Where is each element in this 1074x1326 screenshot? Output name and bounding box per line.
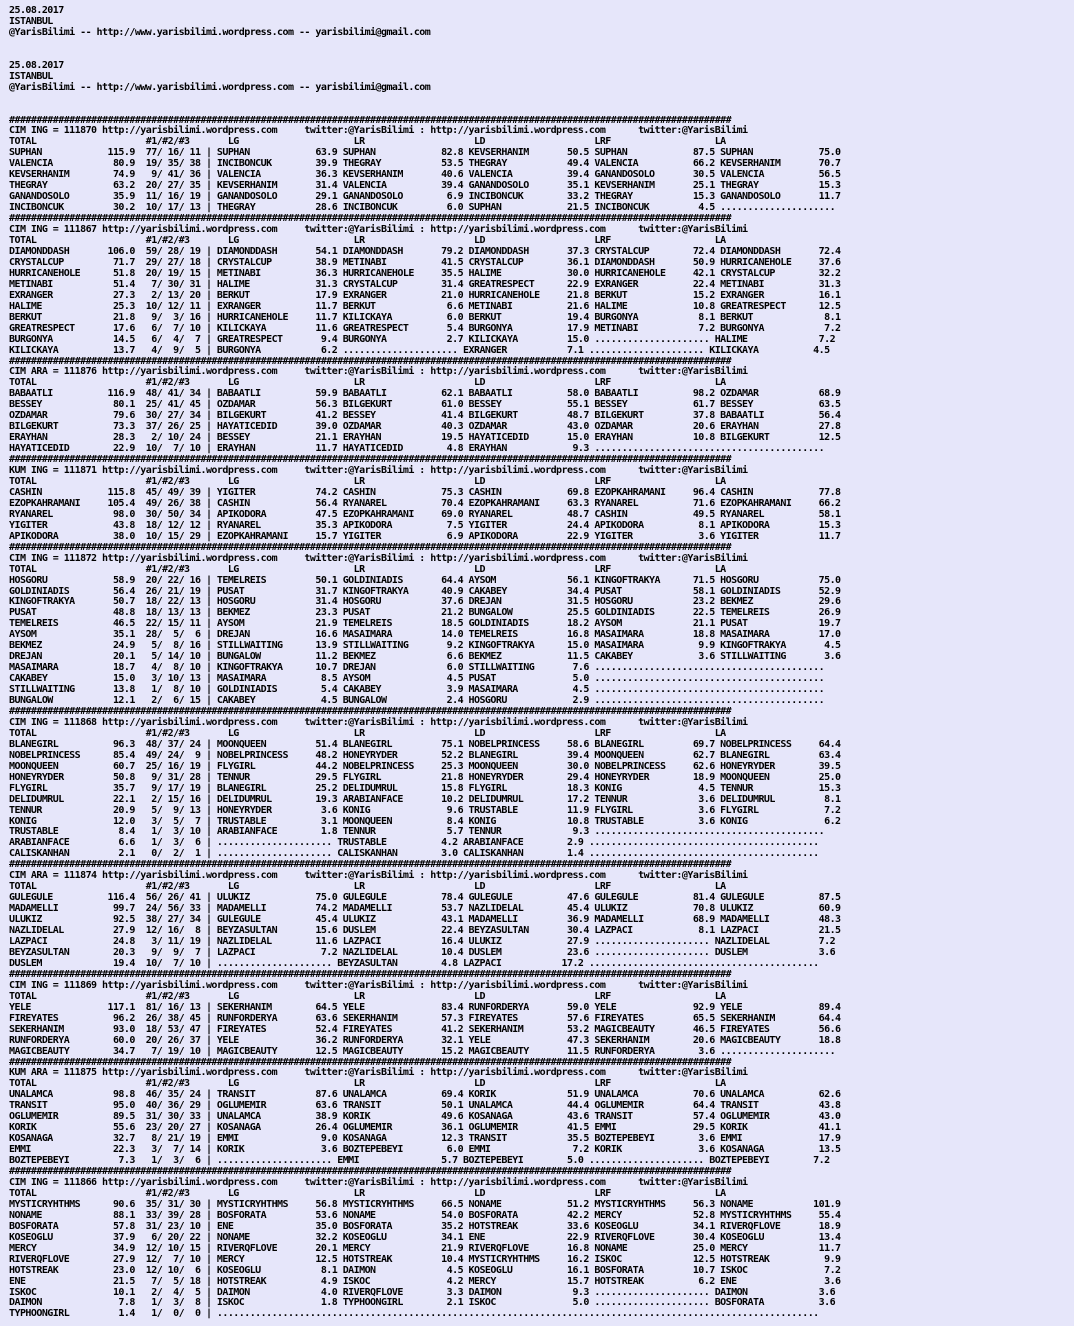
text-line: TOTAL #1/#2/#3 LG LR LD LRF LA [9, 475, 726, 487]
text-line: ISKOC 10.1 2/ 4/ 5 | DAIMON 4.0 RIVERQFLOVE 3.3 DAIMON 9.3 ..................... DAIMON 3.6 [9, 1286, 836, 1298]
text-line: RYANAREL 98.0 30/ 50/ 34 | APIKODORA 47.5 EZOPKAHRAMANI 69.0 RYANAREL 48.7 CASHIN 49.5 RYANAREL 58.1 [9, 508, 841, 520]
text-line: CRYSTALCUP 71.7 29/ 27/ 18 | CRYSTALCUP 38.9 METINABI 41.5 CRYSTALCUP 36.1 DIAMONDDASH 50.9 HURRICANEHOLE 37.6 [9, 256, 841, 268]
text-line: TYPHOONGIRL 1.4 1/ 0/ 0 | .............................................................................................................. [9, 1308, 819, 1320]
text-line: SUPHAN 115.9 77/ 16/ 11 | SUPHAN 63.9 SUPHAN 82.8 KEVSERHANIM 50.5 SUPHAN 87.5 SUPHAN 75.0 [9, 147, 841, 159]
text-line: YELE 117.1 81/ 16/ 13 | SEKERHANIM 64.5 YELE 83.4 RUNFORDERYA 59.0 YELE 92.9 YELE 89.4 [9, 1001, 841, 1013]
text-line: DELIDUMRUL 22.1 2/ 15/ 16 | DELIDUMRUL 19.3 ARABIANFACE 10.2 DELIDUMRUL 17.2 TENNUR 3.6 DELIDUMRUL 8.1 [9, 793, 841, 805]
text-line: MOONQUEEN 60.7 25/ 16/ 19 | FLYGIRL 44.2 NOBELPRINCESS 25.3 MOONQUEEN 30.0 NOBELPRINCESS 62.6 HONEYRYDER 39.5 [9, 760, 841, 772]
text-line: ULUKIZ 92.5 38/ 27/ 34 | GULEGULE 45.4 ULUKIZ 43.1 MADAMELLI 36.9 MADAMELLI 68.9 MADAMELLI 48.3 [9, 914, 841, 926]
text-line: TOTAL #1/#2/#3 LG LR LD LRF LA [9, 990, 726, 1002]
text-line: HAYATICEDID 22.9 10/ 7/ 10 | ERAYHAN 11.7 HAYATICEDID 4.8 ERAYHAN 9.3 .......................................... [9, 443, 825, 455]
text-line: ISTANBUL [9, 70, 53, 82]
text-line: GOLDINIADIS 56.4 26/ 21/ 19 | PUSAT 31.7 KINGOFTRAKYA 40.9 CAKABEY 34.4 PUSAT 58.1 GOLDINIADIS 52.9 [9, 585, 841, 597]
text-line: CASHIN 115.8 45/ 49/ 39 | YIGITER 74.2 CASHIN 75.3 CASHIN 69.8 EZOPKAHRAMANI 96.4 CASHIN 77.8 [9, 486, 841, 498]
text-line: BUNGALOW 12.1 2/ 6/ 15 | CAKABEY 4.5 BUNGALOW 2.4 HOSGORU 2.9 .......................................... [9, 695, 825, 707]
text-line: #################################################################################################################################### [9, 706, 732, 717]
text-line [9, 105, 1069, 116]
text-line: KEVSERHANIM 74.9 9/ 41/ 36 | VALENCIA 36.3 KEVSERHANIM 40.6 VALENCIA 39.4 GANANDOSOLO 30.5 VALENCIA 56.5 [9, 169, 841, 181]
text-line: RIVERQFLOVE 27.9 12/ 7/ 10 | MERCY 12.5 HOTSTREAK 10.4 MYSTICRYHTHMS 16.2 ISKOC 12.5 HOTSTREAK 9.9 [9, 1253, 841, 1265]
text-line: FLYGIRL 35.7 9/ 17/ 19 | BLANEGIRL 25.2 DELIDUMRUL 15.8 FLYGIRL 18.3 KONIG 4.5 TENNUR 15.3 [9, 782, 841, 794]
text-line: HALIME 25.3 10/ 12/ 11 | EXRANGER 11.7 BERKUT 6.6 METINABI 21.6 HALIME 10.8 GREATRESPECT 12.5 [9, 300, 841, 312]
text-line: HURRICANEHOLE 51.8 20/ 19/ 15 | METINABI 36.3 HURRICANEHOLE 35.5 HALIME 30.0 HURRICANEHOLE 42.1 CRYSTALCUP 32.2 [9, 267, 841, 279]
text-line [9, 94, 1069, 105]
text-line: SEKERHANIM 93.0 18/ 53/ 47 | FIREYATES 52.4 FIREYATES 41.2 SEKERHANIM 53.2 MAGICBEAUTY 46.5 FIREYATES 56.6 [9, 1023, 841, 1035]
text-line: ENE 21.5 7/ 5/ 18 | HOTSTREAK 4.9 ISKOC 4.2 MERCY 15.7 HOTSTREAK 6.2 ENE 3.6 [9, 1275, 841, 1287]
text-line: BOZTEPEBEYI 7.3 1/ 3/ 6 | ..................... EMMI 5.7 BOZTEPEBEYI 5.0 ..................... BOZTEPEBEYI 7.2 [9, 1155, 830, 1167]
text-line: CIM ARA = 111874 http://yarisbilimi.wordpress.com twitter:@YarisBilimi : http://yarisbilimi.wordpress.com twitter:@YarisBilimi [9, 870, 748, 882]
text-line: INCIBONCUK 30.2 10/ 17/ 13 | THEGRAY 28.6 INCIBONCUK 6.0 SUPHAN 21.5 INCIBONCUK 4.5 ..................... [9, 202, 836, 214]
text-line: OGLUMEMIR 89.5 31/ 30/ 33 | UNALAMCA 38.9 KORIK 49.6 KOSANAGA 43.6 TRANSIT 57.4 OGLUMEMIR 43.0 [9, 1111, 841, 1123]
text-line: RUNFORDERYA 60.0 20/ 26/ 37 | YELE 36.2 RUNFORDERYA 32.1 YELE 47.3 SEKERHANIM 20.6 MAGICBEAUTY 18.8 [9, 1034, 841, 1046]
text-line: DAIMON 7.8 1/ 3/ 8 | ISKOC 1.8 TYPHOONGIRL 2.1 ISKOC 5.0 ..................... BOSFORATA 3.6 [9, 1297, 836, 1309]
text-line: #################################################################################################################################### [9, 1056, 732, 1068]
text-line: TRUSTABLE 8.4 1/ 3/ 10 | ARABIANFACE 1.8 TENNUR 5.7 TENNUR 9.3 .......................................... [9, 826, 825, 838]
text-line: HOSGORU 58.9 20/ 22/ 16 | TEMELREIS 50.1 GOLDINIADIS 64.4 AYSOM 56.1 KINGOFTRAKYA 71.5 HOSGORU 75.0 [9, 574, 841, 586]
text-line: CIM ING = 111872 http://yarisbilimi.wordpress.com twitter:@YarisBilimi : http://yarisbilimi.wordpress.com twitter:@YarisBilimi [9, 552, 748, 564]
text-line: EMMI 22.3 3/ 7/ 14 | KORIK 3.6 BOZTEPEBEYI 6.0 EMMI 7.2 KORIK 3.6 KOSANAGA 13.5 [9, 1144, 841, 1156]
text-line: @YarisBilimi -- http://www.yarisbilimi.wordpress.com -- yarisbilimi@gmail.com [9, 81, 431, 93]
text-line [9, 39, 1069, 50]
text-line: UNALAMCA 98.8 46/ 35/ 24 | TRANSIT 87.6 UNALAMCA 69.4 KORIK 51.9 UNALAMCA 70.6 UNALAMCA 62.6 [9, 1089, 841, 1101]
text-line: NAZLIDELAL 27.9 12/ 16/ 8 | BEYZASULTAN 15.6 DUSLEM 22.4 BEYZASULTAN 30.4 LAZPACI 8.1 LAZPACI 21.5 [9, 925, 841, 937]
text-line: KOSEOGLU 37.9 6/ 20/ 22 | NONAME 32.2 KOSEOGLU 34.1 ENE 22.9 RIVERQFLOVE 30.4 KOSEOGLU 13.4 [9, 1231, 841, 1243]
text-line: BILGEKURT 73.3 37/ 26/ 25 | HAYATICEDID 39.0 OZDAMAR 40.3 OZDAMAR 43.0 OZDAMAR 20.6 ERAYHAN 27.8 [9, 421, 841, 433]
text-line: #################################################################################################################################### [9, 355, 732, 367]
text-line: PUSAT 48.8 18/ 13/ 13 | BEKMEZ 23.3 PUSAT 21.2 BUNGALOW 25.5 GOLDINIADIS 22.5 TEMELREIS 26.9 [9, 607, 841, 619]
text-line: NONAME 88.1 33/ 39/ 28 | BOSFORATA 53.6 NONAME 54.0 BOSFORATA 42.2 MERCY 52.8 MYSTICRYHTHMS 55.4 [9, 1209, 841, 1221]
text-line: KINGOFTRAKYA 50.7 18/ 22/ 13 | HOSGORU 31.4 HOSGORU 37.6 DREJAN 31.5 HOSGORU 23.2 BEKMEZ 29.6 [9, 596, 841, 608]
text-line: VALENCIA 80.9 19/ 35/ 38 | INCIBONCUK 39.9 THEGRAY 53.5 THEGRAY 49.4 VALENCIA 66.2 KEVSERHANIM 70.7 [9, 158, 841, 170]
text-line: #################################################################################################################################### [9, 968, 732, 980]
text-line: MADAMELLI 99.7 24/ 56/ 33 | MADAMELLI 74.2 MADAMELLI 53.7 NAZLIDELAL 45.4 ULUKIZ 70.8 ULUKIZ 60.9 [9, 903, 841, 915]
text-line: GREATRESPECT 17.6 6/ 7/ 10 | KILICKAYA 11.6 GREATRESPECT 5.4 BURGONYA 17.9 METINABI 7.2 BURGONYA 7.2 [9, 322, 841, 334]
text-line: TOTAL #1/#2/#3 LG LR LD LRF LA [9, 881, 726, 893]
text-line: CIM ARA = 111876 http://yarisbilimi.wordpress.com twitter:@YarisBilimi : http://yarisbilimi.wordpress.com twitter:@YarisBilimi [9, 366, 748, 378]
text-line: METINABI 51.4 7/ 30/ 31 | HALIME 31.3 CRYSTALCUP 31.4 GREATRESPECT 22.9 EXRANGER 22.4 METINABI 31.3 [9, 278, 841, 290]
text-line: BEKMEZ 24.9 5/ 8/ 16 | STILLWAITING 13.9 STILLWAITING 9.2 KINGOFTRAKYA 15.0 MASAIMARA 9.9 KINGOFTRAKYA 4.5 [9, 640, 841, 652]
text-line: DREJAN 20.1 5/ 14/ 10 | BUNGALOW 11.2 BEKMEZ 6.6 BEKMEZ 11.5 CAKABEY 3.6 STILLWAITING 3.6 [9, 651, 841, 663]
text-line: MAGICBEAUTY 34.7 7/ 19/ 10 | MAGICBEAUTY 12.5 MAGICBEAUTY 15.2 MAGICBEAUTY 11.5 RUNFORDERYA 3.6 ..................... [9, 1045, 836, 1057]
text-line: AYSOM 35.1 28/ 5/ 6 | DREJAN 16.6 MASAIMARA 14.0 TEMELREIS 16.8 MASAIMARA 18.8 MASAIMARA 17.0 [9, 629, 841, 641]
text-line: CIM ING = 111869 http://yarisbilimi.wordpress.com twitter:@YarisBilimi : http://yarisbilimi.wordpress.com twitter:@YarisBilimi [9, 979, 748, 991]
text-line: NOBELPRINCESS 85.4 49/ 24/ 9 | NOBELPRINCESS 48.2 HONEYRYDER 52.2 BLANEGIRL 39.4 MOONQUEEN 62.7 BLANEGIRL 63.4 [9, 749, 841, 761]
text-line: CIM ING = 111868 http://yarisbilimi.wordpress.com twitter:@YarisBilimi : http://yarisbilimi.wordpress.com twitter:@YarisBilimi [9, 716, 748, 728]
text-line: YIGITER 43.8 18/ 12/ 12 | RYANAREL 35.3 APIKODORA 7.5 YIGITER 24.4 APIKODORA 8.1 APIKODORA 15.3 [9, 519, 841, 531]
text-line: STILLWAITING 13.8 1/ 8/ 10 | GOLDINIADIS 5.4 CAKABEY 3.9 MASAIMARA 4.5 .......................................... [9, 684, 825, 696]
text-line: #################################################################################################################################### [9, 541, 732, 553]
text-line: MERCY 34.9 12/ 10/ 15 | RIVERQFLOVE 20.1 MERCY 21.9 RIVERQFLOVE 16.8 NONAME 25.0 MERCY 11.7 [9, 1242, 841, 1254]
text-line: MYSTICRYHTHMS 90.6 35/ 31/ 30 | MYSTICRYHTHMS 56.8 MYSTICRYHTHMS 66.5 NONAME 51.2 MYSTICRYHTHMS 56.3 NONAME 101.9 [9, 1198, 841, 1210]
text-line: TOTAL #1/#2/#3 LG LR LD LRF LA [9, 1187, 726, 1199]
text-line: HOTSTREAK 23.0 12/ 10/ 6 | KOSEOGLU 8.1 DAIMON 4.5 KOSEOGLU 16.1 BOSFORATA 10.7 ISKOC 7.2 [9, 1264, 841, 1276]
text-line: OZDAMAR 79.6 30/ 27/ 34 | BILGEKURT 41.2 BESSEY 41.4 BILGEKURT 48.7 BILGEKURT 37.8 BABAATLI 56.4 [9, 410, 841, 422]
text-line: TOTAL #1/#2/#3 LG LR LD LRF LA [9, 563, 726, 575]
text-line: FIREYATES 96.2 26/ 38/ 45 | RUNFORDERYA 63.6 SEKERHANIM 57.3 FIREYATES 57.6 FIREYATES 65.5 SEKERHANIM 64.4 [9, 1012, 841, 1024]
text-line: BEYZASULTAN 20.3 9/ 9/ 7 | LAZPACI 7.2 NAZLIDELAL 10.4 DUSLEM 23.6 ..................... DUSLEM 3.6 [9, 946, 836, 958]
text-line: 25.08.2017 [9, 59, 64, 71]
text-line: CIM ING = 111870 http://yarisbilimi.wordpress.com twitter:@YarisBilimi : http://yarisbilimi.wordpress.com twitter:@YarisBilimi [9, 125, 748, 137]
text-line: EZOPKAHRAMANI 105.4 49/ 26/ 38 | CASHIN 56.4 RYANAREL 70.4 EZOPKAHRAMANI 63.3 RYANAREL 71.6 EZOPKAHRAMANI 66.2 [9, 497, 841, 509]
text-line: MASAIMARA 18.7 4/ 8/ 10 | KINGOFTRAKYA 10.7 DREJAN 6.0 STILLWAITING 7.6 .......................................... [9, 662, 825, 674]
text-line: KOSANAGA 32.7 8/ 21/ 19 | EMMI 9.0 KOSANAGA 12.3 TRANSIT 35.5 BOZTEPEBEYI 3.6 EMMI 17.9 [9, 1133, 841, 1145]
text-line: CIM ING = 111867 http://yarisbilimi.wordpress.com twitter:@YarisBilimi : http://yarisbilimi.wordpress.com twitter:@YarisBilimi [9, 224, 748, 236]
text-line: CIM ING = 111866 http://yarisbilimi.wordpress.com twitter:@YarisBilimi : http://yarisbilimi.wordpress.com twitter:@YarisBilimi [9, 1176, 748, 1188]
text-line: TOTAL #1/#2/#3 LG LR LD LRF LA [9, 377, 726, 389]
text-line: KONIG 12.0 3/ 5/ 7 | TRUSTABLE 3.1 MOONQUEEN 8.4 KONIG 10.8 TRUSTABLE 3.6 KONIG 6.2 [9, 815, 841, 827]
text-line: TRANSIT 95.0 40/ 36/ 29 | OGLUMEMIR 63.6 TRANSIT 50.1 UNALAMCA 44.4 OGLUMEMIR 64.4 TRANSIT 43.8 [9, 1100, 841, 1112]
text-line: GULEGULE 116.4 56/ 26/ 41 | ULUKIZ 75.0 GULEGULE 78.4 GULEGULE 47.6 GULEGULE 81.4 GULEGULE 87.5 [9, 892, 841, 904]
text-line: CAKABEY 15.0 3/ 10/ 13 | MASAIMARA 8.5 AYSOM 4.5 PUSAT 5.0 .......................................... [9, 673, 825, 685]
text-line: BOSFORATA 57.8 31/ 23/ 10 | ENE 35.0 BOSFORATA 35.2 HOTSTREAK 33.6 KOSEOGLU 34.1 RIVERQFLOVE 18.9 [9, 1220, 841, 1232]
text-line: ISTANBUL [9, 15, 53, 27]
text-line: TENNUR 20.9 5/ 9/ 13 | HONEYRYDER 3.6 KONIG 9.6 TRUSTABLE 11.9 FLYGIRL 3.6 FLYGIRL 7.2 [9, 804, 841, 816]
text-line: CALISKANHAN 2.1 0/ 2/ 1 | ..................... CALISKANHAN 3.0 CALISKANHAN 1.4 .......................................... [9, 848, 819, 860]
text-line: THEGRAY 63.2 20/ 27/ 35 | KEVSERHANIM 31.4 VALENCIA 39.4 GANANDOSOLO 35.1 KEVSERHANIM 25.1 THEGRAY 15.3 [9, 180, 841, 192]
text-line: KUM ARA = 111875 http://yarisbilimi.wordpress.com twitter:@YarisBilimi : http://yarisbilimi.wordpress.com twitter:@YarisBilimi [9, 1067, 748, 1079]
text-line: TOTAL #1/#2/#3 LG LR LD LRF LA [9, 136, 726, 148]
text-line: DUSLEM 19.4 10/ 7/ 10 | ..................... BEYZASULTAN 4.8 LAZPACI 17.2 .......................................... [9, 957, 819, 969]
text-line: TOTAL #1/#2/#3 LG LR LD LRF LA [9, 727, 726, 739]
text-line: #################################################################################################################################### [9, 1166, 732, 1178]
text-line: DIAMONDDASH 106.0 59/ 28/ 19 | DIAMONDDASH 54.1 DIAMONDDASH 79.2 DIAMONDDASH 37.3 CRYSTALCUP 72.4 DIAMONDDASH 72.4 [9, 245, 841, 257]
text-line: KORIK 55.6 23/ 20/ 27 | KOSANAGA 26.4 OGLUMEMIR 36.1 OGLUMEMIR 41.5 EMMI 29.5 KORIK 41.1 [9, 1122, 841, 1134]
text-line: 25.08.2017 [9, 5, 64, 16]
text-line: EXRANGER 27.3 2/ 13/ 20 | BERKUT 17.9 EXRANGER 21.0 HURRICANEHOLE 21.8 BERKUT 15.2 EXRANGER 16.1 [9, 289, 841, 301]
text-line: #################################################################################################################################### [9, 454, 732, 466]
text-line: ERAYHAN 28.3 2/ 10/ 24 | BESSEY 21.1 ERAYHAN 19.5 HAYATICEDID 15.0 ERAYHAN 10.8 BILGEKURT 12.5 [9, 432, 841, 444]
text-line: BABAATLI 116.9 48/ 41/ 34 | BABAATLI 59.9 BABAATLI 62.1 BABAATLI 58.0 BABAATLI 98.2 OZDAMAR 68.9 [9, 388, 841, 400]
text-line: #################################################################################################################################### [9, 859, 732, 871]
text-line: @YarisBilimi -- http://www.yarisbilimi.wordpress.com -- yarisbilimi@gmail.com [9, 26, 431, 38]
text-line: ARABIANFACE 6.6 1/ 3/ 6 | ..................... TRUSTABLE 4.2 ARABIANFACE 2.9 .......................................... [9, 837, 819, 849]
text-line [9, 50, 1069, 61]
text-line: #################################################################################################################################### [9, 213, 732, 225]
text-line: BLANEGIRL 96.3 48/ 37/ 24 | MOONQUEEN 51.4 BLANEGIRL 75.1 NOBELPRINCESS 58.6 BLANEGIRL 69.7 NOBELPRINCESS 64.4 [9, 738, 841, 750]
text-line: GANANDOSOLO 35.9 11/ 16/ 19 | GANANDOSOLO 29.1 GANANDOSOLO 6.9 INCIBONCUK 33.2 THEGRAY 15.3 GANANDOSOLO 11.7 [9, 191, 841, 203]
text-line: TOTAL #1/#2/#3 LG LR LD LRF LA [9, 1078, 726, 1090]
text-line: LAZPACI 24.8 3/ 11/ 19 | NAZLIDELAL 11.6 LAZPACI 16.4 ULUKIZ 27.9 ..................... NAZLIDELAL 7.2 [9, 936, 836, 948]
text-line: HONEYRYDER 50.8 9/ 31/ 28 | TENNUR 29.5 FLYGIRL 21.8 HONEYRYDER 29.4 HONEYRYDER 18.9 MOONQUEEN 25.0 [9, 771, 841, 783]
text-line: KUM ING = 111871 http://yarisbilimi.wordpress.com twitter:@YarisBilimi : http://yarisbilimi.wordpress.com twitter:@YarisBilimi [9, 465, 748, 477]
text-line: BURGONYA 14.5 6/ 4/ 7 | GREATRESPECT 9.4 BURGONYA 2.7 KILICKAYA 15.0 ..................... HALIME 7.2 [9, 333, 836, 345]
text-line: APIKODORA 38.0 10/ 15/ 29 | EZOPKAHRAMANI 15.7 YIGITER 6.9 APIKODORA 22.9 YIGITER 3.6 YIGITER 11.7 [9, 530, 841, 542]
text-line: BESSEY 80.1 25/ 41/ 45 | OZDAMAR 56.3 BILGEKURT 61.0 BESSEY 55.1 BESSEY 61.7 BESSEY 63.5 [9, 399, 841, 411]
text-line: KILICKAYA 13.7 4/ 9/ 5 | BURGONYA 6.2 ..................... EXRANGER 7.1 ..................... KILICKAYA 4.5 [9, 344, 830, 356]
text-line: TEMELREIS 46.5 22/ 15/ 11 | AYSOM 21.9 TEMELREIS 18.5 GOLDINIADIS 18.2 AYSOM 21.1 PUSAT 19.7 [9, 618, 841, 630]
text-line: BERKUT 21.8 9/ 3/ 16 | HURRICANEHOLE 11.7 KILICKAYA 6.0 BERKUT 19.4 BURGONYA 8.1 BERKUT 8.1 [9, 311, 841, 323]
text-line: #################################################################################################################################### [9, 114, 732, 126]
text-line: TOTAL #1/#2/#3 LG LR LD LRF LA [9, 235, 726, 247]
